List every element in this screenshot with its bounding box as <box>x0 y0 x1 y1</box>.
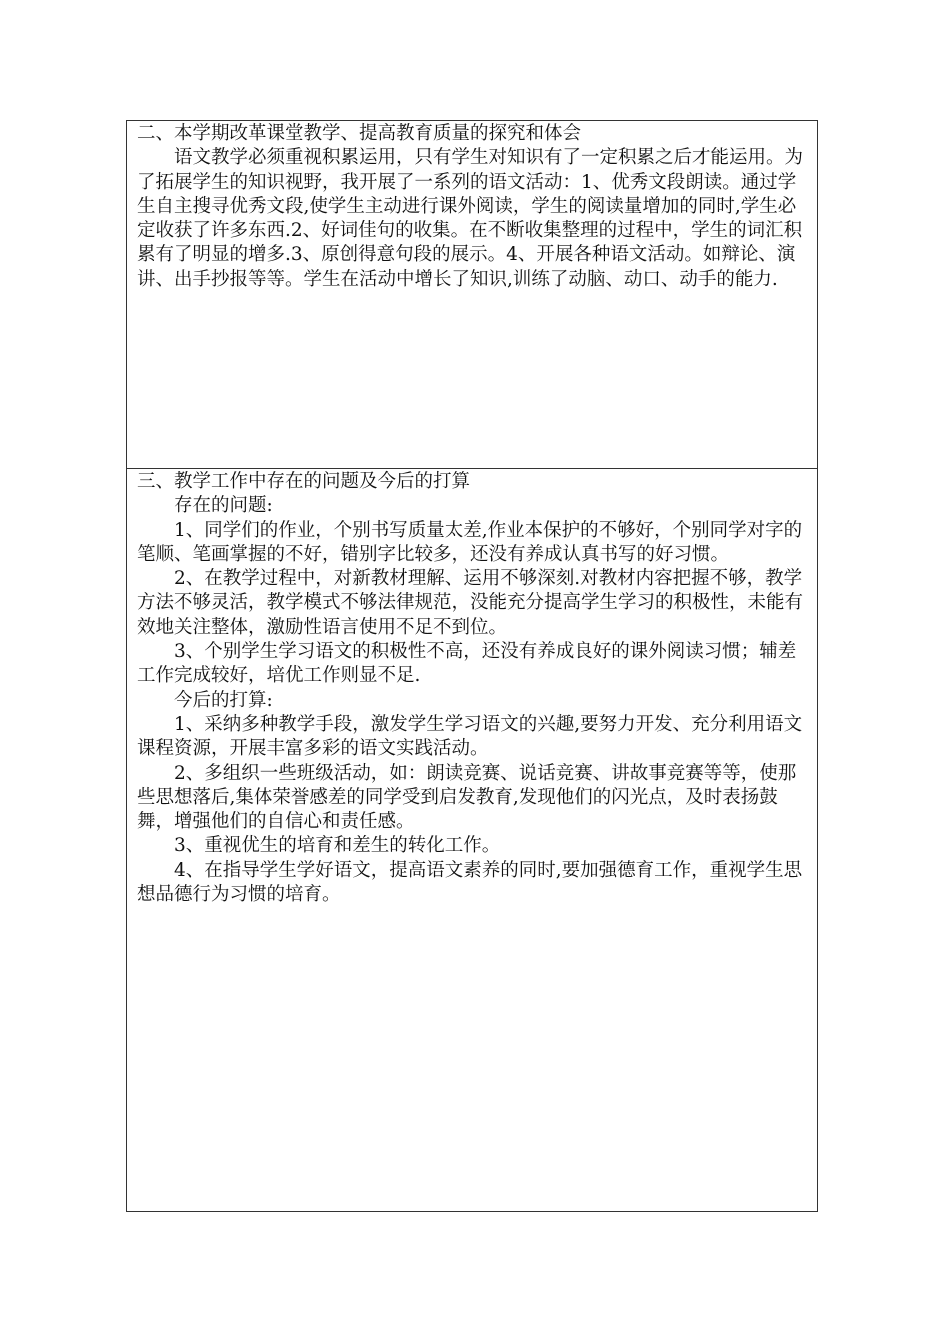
section-2-cell <box>127 121 817 468</box>
problem-item: 3、个别学生学习语文的积极性不高，还没有养成良好的课外阅读习惯；辅差工作完成较好，培优工作则显不足. <box>137 641 797 687</box>
plan-item: 1、采纳多种教学手段，激发学生学习语文的兴趣,要努力开发、充分利用语文课程资源，开展丰富多彩的语文实践活动。 <box>137 713 803 760</box>
section-2-heading: 二、本学期改革课堂教学、提高教育质量的探究和体会 <box>137 123 582 144</box>
problem-item: 2、在教学过程中，对新教材理解、运用不够深刻.对教材内容把握不够，教学方法不够灵活，教学模式不够法律规范，没能充分提高学生学习的积极性，未能有效地关注整体，激励性语言使用不足不到位。 <box>137 568 804 638</box>
section-2-body: 语文教学必须重视积累运用，只有学生对知识有了一定积累之后才能运用。为了拓展学生的知识视野，我开展了一系列的语文活动：1、优秀文段朗读。通过学生自主搜寻优秀文段,使学生主动进行课外阅读，学生的阅读量增加的同时,学生必定收获了许多东西.2、好词佳句的收集。在不断收集整理的过程中，学生的词汇积累有了明显的增多.3、原创得意句段的展示。4、开展各种语文活动。如辩论、演讲、出手抄报等等。学生在活动中增长了知识,训练了动脑、动口、动手的能力. <box>137 147 804 290</box>
problems-title: 存在的问题: <box>174 495 273 517</box>
plan-item: 2、多组织一些班级活动，如：朗读竞赛、说话竞赛、讲故事竞赛等等，使那些思想落后,集体荣誉感差的同学受到启发教育,发现他们的闪光点，及时表扬鼓舞，增强他们的自信心和责任感。 <box>137 762 797 833</box>
plans-title: 今后的打算: <box>174 689 273 711</box>
section-3-heading: 三、教学工作中存在的问题及今后的打算 <box>137 471 471 492</box>
report-table <box>126 120 818 1212</box>
plan-item: 3、重视优生的培育和差生的转化工作。 <box>174 835 501 857</box>
section-3-cell <box>127 468 817 1211</box>
plan-item: 4、在指导学生学好语文，提高语文素养的同时,要加强德育工作，重视学生思想品德行为习惯的培育。 <box>137 859 803 906</box>
problem-item: 1、同学们的作业，个别书写质量太差,作业本保护的不够好，个别同学对字的笔顺、笔画掌握的不好，错别字比较多，还没有养成认真书写的好习惯。 <box>137 519 803 565</box>
